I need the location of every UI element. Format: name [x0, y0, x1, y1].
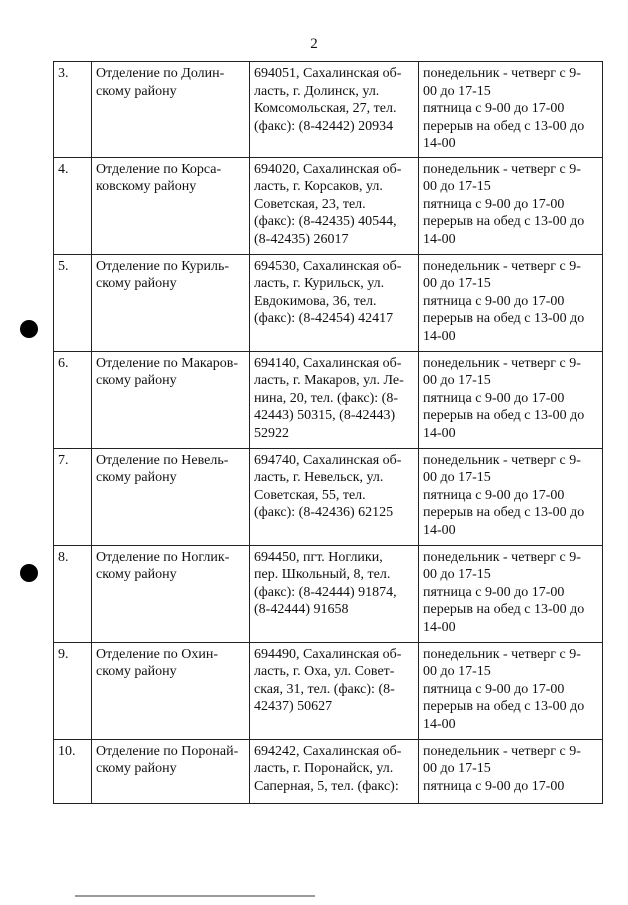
office-hours-line: перерыв на обед с 13-00 до [423, 311, 585, 326]
office-hours-line: пятница с 9-00 до 17-00 [423, 390, 565, 406]
office-hours-line: понедельник - четверг с 9- [423, 66, 581, 81]
office-address-line: (8-42435) 26017 [254, 231, 349, 247]
office-name-line: скому району [96, 761, 177, 776]
office-name-line: ковскому району [96, 179, 197, 194]
office-address-cell [250, 62, 419, 158]
office-hours-line: перерыв на обед с 13-00 до [423, 602, 585, 617]
office-name-line: скому району [96, 664, 177, 679]
office-hours-cell [419, 642, 603, 739]
office-hours-line: понедельник - четверг с 9- [423, 646, 581, 662]
office-address-line: Комсомольская, 27, тел. [254, 101, 397, 116]
office-address-line: ласть, г. Невельск, ул. [254, 470, 384, 485]
office-name-line: Отделение по Корса- [96, 161, 222, 177]
office-address-line: 694140, Сахалинская об- [254, 355, 402, 371]
office-name-line: Отделение по Поронай- [96, 743, 239, 759]
office-hours-line: 14-00 [423, 328, 456, 344]
office-hours-line: 14-00 [423, 136, 456, 151]
office-hours-line: пятница с 9-00 до 17-00 [423, 778, 565, 794]
office-address-line: ласть, г. Макаров, ул. Ле- [254, 373, 404, 388]
office-hours-line: 00 до 17-15 [423, 470, 491, 485]
office-name-line: Отделение по Охин- [96, 646, 219, 662]
office-hours-line: пятница с 9-00 до 17-00 [423, 196, 565, 212]
office-name-line: скому району [96, 470, 177, 485]
office-address-cell [250, 157, 419, 254]
table-row [54, 351, 603, 448]
offices-table-container [53, 61, 602, 804]
row-number-cell: 4. [54, 157, 92, 254]
office-hours-line: пятница с 9-00 до 17-00 [423, 681, 565, 697]
office-hours-line: 14-00 [423, 716, 456, 732]
office-hours-line: перерыв на обед с 13-00 до [423, 214, 585, 229]
row-number-cell: 6. [54, 351, 92, 448]
office-hours-line: 14-00 [423, 425, 456, 441]
office-hours-cell [419, 157, 603, 254]
office-name-line: Отделение по Макаров- [96, 355, 239, 371]
office-hours-line: пятница с 9-00 до 17-00 [423, 101, 565, 116]
office-hours-line: перерыв на обед с 13-00 до [423, 699, 585, 714]
office-name-line: скому району [96, 373, 177, 388]
office-address-line: нина, 20, тел. (факс): (8- [254, 390, 398, 406]
office-hours-line: 00 до 17-15 [423, 83, 491, 99]
table-row [54, 545, 603, 642]
office-hours-cell [419, 62, 603, 158]
office-address-line: ласть, г. Долинск, ул. [254, 83, 380, 99]
table-row [54, 448, 603, 545]
office-hours-line: понедельник - четверг с 9- [423, 549, 581, 565]
scan-edge-mark [75, 895, 315, 897]
row-number-cell: 3. [54, 62, 92, 158]
office-name-cell [92, 157, 250, 254]
office-name-cell [92, 351, 250, 448]
office-address-line: (факс): (8-42435) 40544, [254, 214, 397, 229]
office-hours-line: 00 до 17-15 [423, 179, 491, 194]
office-hours-line: перерыв на обед с 13-00 до [423, 505, 585, 520]
row-number-cell: 9. [54, 642, 92, 739]
office-address-line: 694740, Сахалинская об- [254, 452, 402, 468]
office-address-line: 694020, Сахалинская об- [254, 161, 402, 177]
punch-hole-top [20, 320, 38, 338]
table-row [54, 62, 603, 158]
office-address-line: Советская, 23, тел. [254, 196, 366, 212]
punch-hole-bottom [20, 564, 38, 582]
office-name-line: скому району [96, 83, 177, 99]
row-number-cell: 5. [54, 254, 92, 351]
office-hours-cell [419, 254, 603, 351]
table-row [54, 254, 603, 351]
office-hours-cell [419, 351, 603, 448]
office-name-cell [92, 545, 250, 642]
table-row [54, 739, 603, 803]
office-hours-line: перерыв на обед с 13-00 до [423, 408, 585, 423]
office-hours-line: понедельник - четверг с 9- [423, 258, 581, 274]
office-address-line: 52922 [254, 425, 289, 441]
office-address-cell [250, 642, 419, 739]
office-address-line: ласть, г. Поронайск, ул. [254, 761, 394, 776]
office-hours-cell [419, 739, 603, 803]
office-name-line: Отделение по Ноглик- [96, 549, 230, 565]
office-address-cell [250, 448, 419, 545]
office-address-cell [250, 739, 419, 803]
office-hours-line: 00 до 17-15 [423, 761, 491, 776]
office-name-line: Отделение по Долин- [96, 66, 225, 81]
office-address-line: (факс): (8-42436) 62125 [254, 505, 394, 520]
page-number: 2 [310, 36, 318, 52]
office-address-line: (8-42444) 91658 [254, 602, 349, 617]
office-hours-line: понедельник - четверг с 9- [423, 355, 581, 371]
office-address-line: 42443) 50315, (8-42443) [254, 408, 396, 423]
office-address-line: (факс): (8-42454) 42417 [254, 311, 394, 326]
office-hours-line: 00 до 17-15 [423, 276, 491, 291]
office-address-line: 694242, Сахалинская об- [254, 743, 402, 759]
office-name-line: скому району [96, 276, 177, 291]
office-address-line: ласть, г. Корсаков, ул. [254, 179, 383, 194]
office-hours-line: перерыв на обед с 13-00 до [423, 118, 585, 134]
office-hours-line: понедельник - четверг с 9- [423, 452, 581, 468]
office-hours-line: пятница с 9-00 до 17-00 [423, 584, 565, 600]
row-number-cell: 8. [54, 545, 92, 642]
office-address-cell [250, 254, 419, 351]
office-hours-line: 00 до 17-15 [423, 664, 491, 679]
office-address-line: 694450, пгт. Ноглики, [254, 549, 383, 565]
office-address-line: ласть, г. Оха, ул. Совет- [254, 664, 395, 679]
office-address-line: (факс): (8-42442) 20934 [254, 118, 394, 134]
office-address-line: Евдокимова, 36, тел. [254, 293, 377, 309]
table-row [54, 642, 603, 739]
office-name-line: Отделение по Куриль- [96, 258, 230, 274]
office-name-cell [92, 642, 250, 739]
office-address-line: ласть, г. Курильск, ул. [254, 276, 385, 291]
table-row [54, 157, 603, 254]
office-hours-line: пятница с 9-00 до 17-00 [423, 293, 565, 309]
row-number-cell: 10. [54, 739, 92, 803]
office-address-line: 694490, Сахалинская об- [254, 646, 402, 662]
office-name-line: Отделение по Невель- [96, 452, 229, 468]
office-address-line: Советская, 55, тел. [254, 487, 366, 503]
office-hours-line: 00 до 17-15 [423, 373, 491, 388]
office-name-cell [92, 739, 250, 803]
office-hours-line: понедельник - четверг с 9- [423, 743, 581, 759]
office-address-line: 42437) 50627 [254, 699, 333, 714]
office-address-line: Саперная, 5, тел. (факс): [254, 778, 399, 794]
office-address-line: 694530, Сахалинская об- [254, 258, 402, 274]
row-number-cell: 7. [54, 448, 92, 545]
office-address-cell [250, 545, 419, 642]
office-address-line: 694051, Сахалинская об- [254, 66, 402, 81]
office-name-cell [92, 254, 250, 351]
office-hours-line: 00 до 17-15 [423, 567, 491, 582]
office-name-cell [92, 62, 250, 158]
office-address-cell [250, 351, 419, 448]
office-hours-line: 14-00 [423, 231, 456, 247]
office-hours-line: 14-00 [423, 522, 456, 538]
offices-table-body [54, 62, 603, 804]
office-address-line: ская, 31, тел. (факс): (8- [254, 681, 395, 697]
office-hours-line: понедельник - четверг с 9- [423, 161, 581, 177]
office-name-cell [92, 448, 250, 545]
offices-table [53, 61, 603, 804]
office-address-line: пер. Школьный, 8, тел. [254, 567, 391, 582]
office-name-line: скому району [96, 567, 177, 582]
office-hours-cell [419, 448, 603, 545]
office-hours-line: пятница с 9-00 до 17-00 [423, 487, 565, 503]
office-hours-line: 14-00 [423, 619, 456, 635]
office-address-line: (факс): (8-42444) 91874, [254, 584, 397, 600]
office-hours-cell [419, 545, 603, 642]
